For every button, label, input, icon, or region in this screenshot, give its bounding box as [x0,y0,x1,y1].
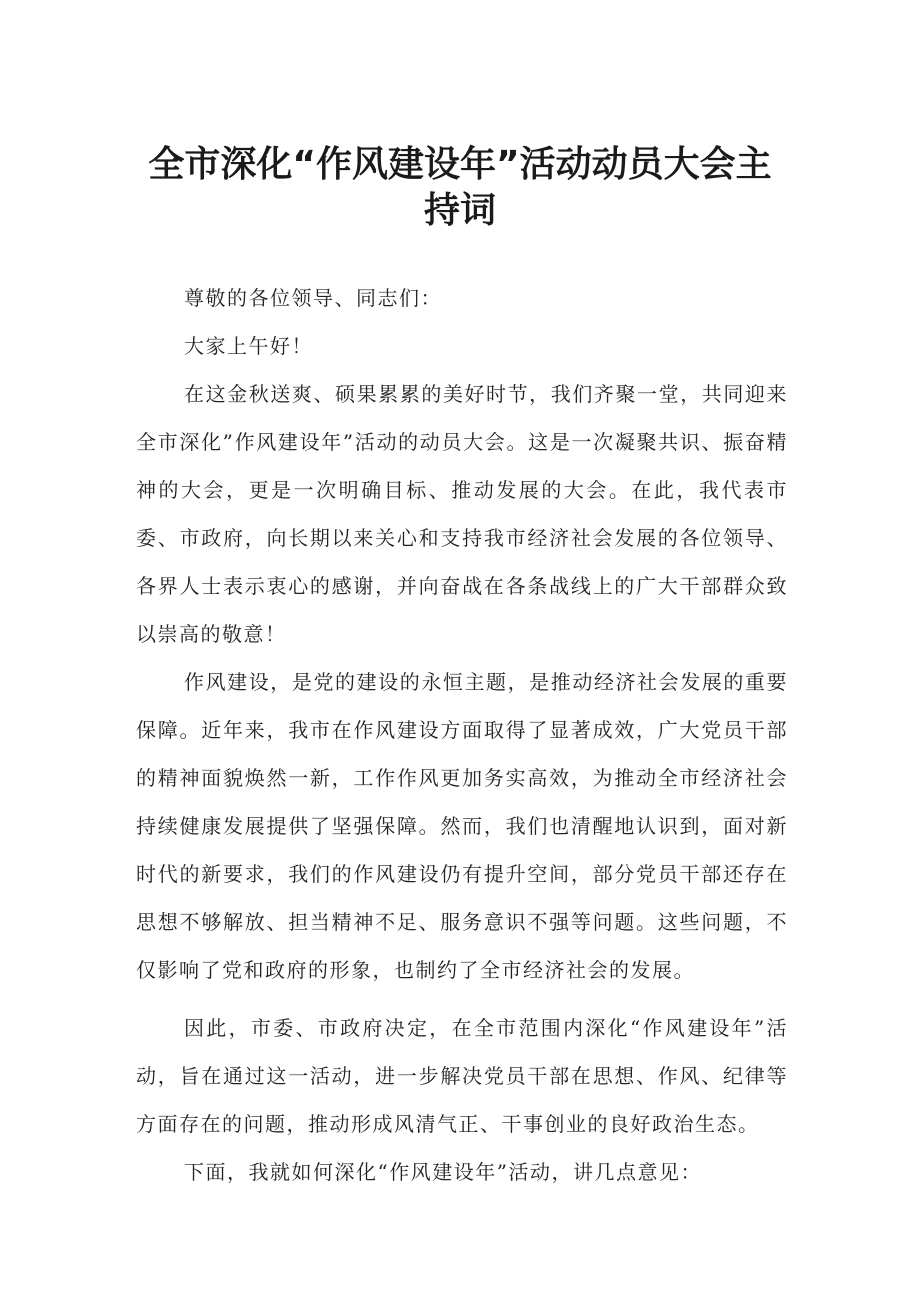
paragraph-transition: 下面，我就如何深化“作风建设年”活动，讲几点意见： [184,1160,702,1184]
document-title-line-2: 持词 [423,190,496,231]
paragraph-decision: 因此，市委、市政府决定，在全市范围内深化“作风建设年”活动，旨在通过这一活动，进一步解决党员干部在思想、作风、纪律等方面存在的问题，推动形成风清气正、干事创业的良好政治生态。 [136,1016,788,1136]
greeting: 大家上午好！ [184,334,313,358]
document-title-line-1: 全市深化“作风建设年”活动动员大会主 [148,144,772,185]
document-body [136,274,788,994]
paragraph-opening: 在这金秋送爽、硕果累累的美好时节，我们齐聚一堂，共同迎来全市深化”作风建设年”活动的动员大会。这是一次凝聚共识、振奋精神的大会，更是一次明确目标、推动发展的大会。在此，我代表市委、市政府，向长期以来关心和支持我市经济社会发展的各位领导、各界人士表示衷心的感谢，并向奋战在各条战线上的广大干部群众致以崇高的敬意！ [136,382,788,646]
paragraph-significance: 作风建设，是党的建设的永恒主题，是推动经济社会发展的重要保障。近年来，我市在作风建设方面取得了显著成效，广大党员干部的精神面貌焕然一新，工作作风更加务实高效，为推动全市经济社会持续健康发展提供了坚强保障。然而，我们也清醒地认识到，面对新时代的新要求，我们的作风建设仍有提升空间，部分党员干部还存在思想不够解放、担当精神不足、服务意识不强等问题。这些问题，不仅影响了党和政府的形象，也制约了全市经济社会的发展。 [136,670,788,982]
document-body-continued [136,1004,788,1196]
salutation: 尊敬的各位领导、同志们： [184,286,442,310]
